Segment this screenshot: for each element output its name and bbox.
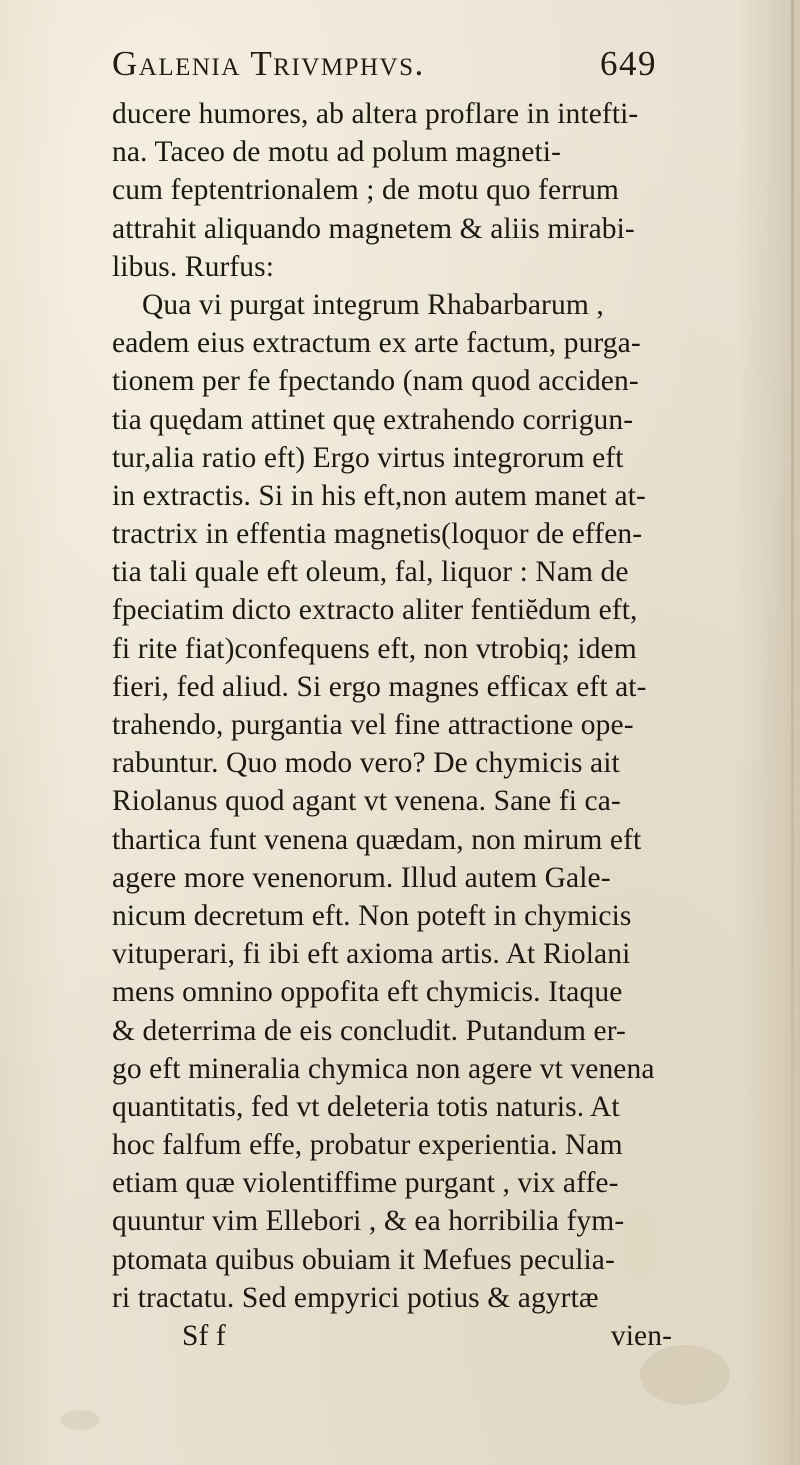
page-edge: [791, 0, 794, 1465]
text-line: tia tali quale eft oleum, fal, liquor : Nam de: [112, 556, 629, 589]
text-line: libus. Rurfus:: [112, 250, 275, 283]
text-line: cum feptentrionalem ; de motu quo ferrum: [112, 174, 619, 207]
catchword: vien-: [610, 1320, 672, 1352]
body-text: [112, 95, 692, 1355]
text-line: & deterrima de eis concludit. Putandum er-: [112, 1014, 626, 1047]
text-line: in extractis. Si in his eft,non autem manet at-: [112, 479, 646, 512]
paper-stain: [60, 1410, 100, 1430]
text-line: thartica funt venena quædam, non mirum eft: [112, 823, 642, 856]
text-line: tionem per fe fpectando (nam quod acciden-: [112, 365, 639, 398]
text-line: trahendo, purgantia vel fine attractione ope-: [112, 709, 634, 741]
text-line: ri tractatu. Sed empyrici potius & agyrtæ: [112, 1281, 599, 1314]
text-line: na. Taceo de motu ad polum magneti-: [112, 136, 561, 169]
text-line: Qua vi purgat integrum Rhabarbarum ,: [142, 288, 604, 321]
text-line: Riolanus quod agant vt venena. Sane fi ca-: [112, 785, 621, 818]
text-line: nicum decretum eft. Non poteft in chymicis: [112, 899, 632, 932]
text-line: tia quędam attinet quę extrahendo corrigun-: [112, 403, 634, 436]
running-head-title: Galenia Trivmphvs.: [112, 44, 425, 83]
text-line: fi rite fiat)confequens eft, non vtrobiq; idem: [112, 632, 637, 665]
text-line: rabuntur. Quo modo vero? De chymicis ait: [112, 747, 620, 780]
text-line: hoc falfum effe, probatur experientia. Nam: [112, 1129, 623, 1162]
text-line: fieri, fed aliud. Si ergo magnes efficax eft at-: [112, 670, 647, 703]
catchline: [112, 1317, 692, 1355]
signature-mark: Sf f: [182, 1320, 226, 1352]
text-line: etiam quæ violentiffime purgant , vix affe-: [112, 1167, 619, 1200]
text-line: quantitatis, fed vt deleteria totis naturis. At: [112, 1090, 620, 1123]
text-line: ducere humores, ab altera proflare in intefti-: [112, 98, 639, 130]
text-line: ptomata quibus obuiam it Mefues peculia-: [112, 1243, 615, 1276]
text-line: quuntur vim Ellebori , & ea horribilia fym-: [112, 1205, 625, 1238]
text-line: mens omnino oppofita eft chymicis. Itaque: [112, 976, 623, 1009]
page-number: 649: [600, 44, 657, 83]
text-line: tur,alia ratio eft) Ergo virtus integrorum eft: [112, 441, 624, 474]
running-head: [112, 44, 657, 92]
text-line: attrahit aliquando magnetem & aliis mirabi-: [112, 212, 635, 245]
text-line: vituperari, fi ibi eft axioma artis. At Riolani: [112, 938, 631, 971]
text-line: fpeciatim dicto extracto aliter fentiĕdum eft,: [112, 594, 638, 627]
text-line: agere more venenorum. Illud autem Gale-: [112, 861, 611, 894]
text-line: tractrix in effentia magnetis(loquor de effen-: [112, 518, 643, 551]
text-line: go eft mineralia chymica non agere vt venena: [112, 1052, 655, 1085]
text-line: eadem eius extractum ex arte factum, purga-: [112, 327, 641, 360]
